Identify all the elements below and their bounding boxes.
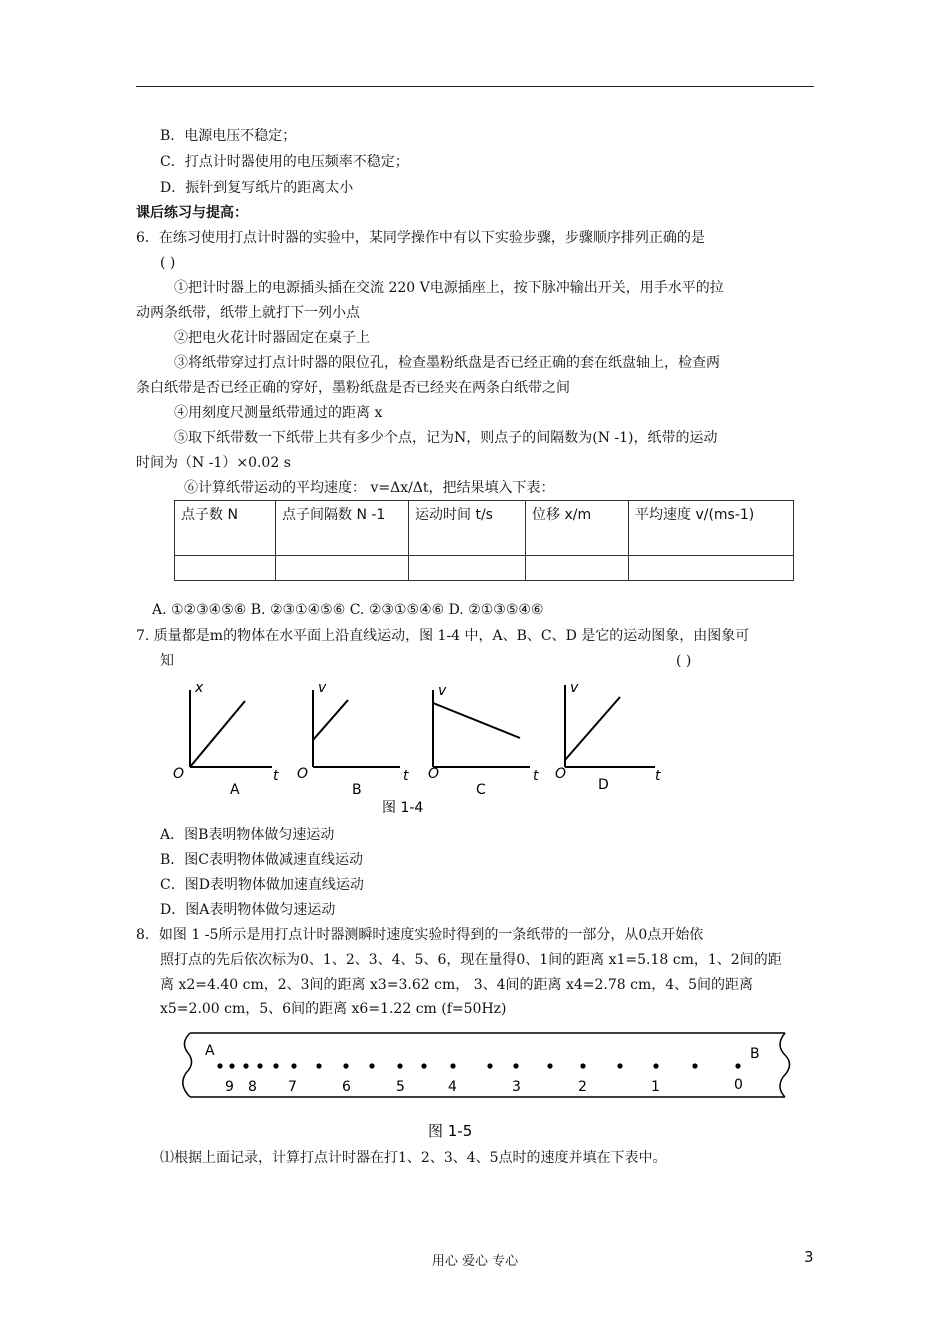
tape-number: 0 [734,1077,743,1093]
graph-a-t-label: t [273,768,279,784]
graph-c-label: C [476,782,486,798]
tape-number: 8 [248,1079,257,1095]
graph-b-origin: O [297,766,309,782]
section-title: 课后练习与提高： [136,205,248,221]
tape-number: 2 [578,1079,587,1095]
q6-step-3: ③将纸带穿过打点计时器的限位孔，检查墨粉纸盘是否已经正确的套在纸盘轴上，检查两 [174,355,720,371]
q6-step-5-cont: 时间为（N -1）×0.02 s [136,455,291,471]
q7-option-b: B．图C表明物体做减速直线运动 [160,852,363,868]
q7-answer-bracket: ( ) [676,653,692,669]
tape-number: 1 [651,1079,660,1095]
tape-label-a: A [205,1043,215,1059]
q6-options: A. ①②③④⑤⑥ B. ②③①④⑤⑥ C. ②③①⑤④⑥ D. ②①③⑤④⑥ [152,602,544,618]
table-header-cell: 点子间隔数 N -1 [276,501,409,556]
figure-1-5-caption: 图 1-5 [428,1122,473,1140]
graph-b-label: B [352,782,362,798]
q7-stem-cont: 知 [160,653,174,669]
q5-option-c: C．打点计时器使用的电压频率不稳定； [160,154,409,170]
graph-b-y-label: v [318,680,327,696]
q6-step-4: ④用刻度尺测量纸带通过的距离 x [174,405,383,421]
graph-a-origin: O [173,766,185,782]
q8-stem-3: 离 x2=4.40 cm，2、3间的距离 x3=3.62 cm， 3、4间的距离 x4=2.78 cm，4、5间的距离 [160,977,754,993]
graph-d-y-label: v [570,680,579,696]
q7-stem: 7. 质量都是m的物体在水平面上沿直线运动，图 1-4 中，A、B、C、D 是它的运动图象，由图象可 [136,628,750,644]
page-footer: 用心 爱心 专心 [431,1254,519,1269]
q6-step-3-cont: 条白纸带是否已经正确的穿好，墨粉纸盘是否已经夹在两条白纸带之间 [136,380,570,396]
q6-step-2: ②把电火花计时器固定在桌子上 [174,330,370,346]
graph-d-t-label: t [655,768,661,784]
graph-c-y-label: v [438,683,447,699]
q6-answer-bracket: ( ) [160,255,176,271]
q8-sub-question-1: ⑴根据上面记录，计算打点计时器在打1、2、3、4、5点时的速度并填在下表中。 [160,1150,667,1166]
graph-c-origin: O [428,766,440,782]
q8-stem-1: 8．如图 1 -5所示是用打点计时器测瞬时速度实验时得到的一条纸带的一部分，从0点开始依 [136,927,704,943]
table-header-cell: 平均速度 v/(ms-1) [629,501,794,556]
q6-step-1-cont: 动两条纸带，纸带上就打下一列小点 [136,305,360,321]
graph-b-t-label: t [403,768,409,784]
graph-d-origin: O [555,766,567,782]
q8-stem-2: 照打点的先后依次标为0、1、2、3、4、5、6，现在量得0、1间的距离 x1=5.18 cm，1、2间的距 [160,952,782,968]
graph-a-label: A [230,782,240,798]
table-header-cell: 运动时间 t/s [409,501,526,556]
tape-number: 5 [396,1079,405,1095]
table-header-cell: 位移 x/m [526,501,629,556]
q6-step-5: ⑤取下纸带数一下纸带上共有多少个点，记为N，则点子的间隔数为(N -1)，纸带的运动 [174,430,718,446]
q6-stem: 6．在练习使用打点计时器的实验中，某同学操作中有以下实验步骤，步骤顺序排列正确的是 [136,230,705,246]
q8-stem-4: x5=2.00 cm，5、6间的距离 x6=1.22 cm (f=50Hz) [160,1001,507,1017]
graph-c [433,690,530,767]
graph-c-line [433,703,520,738]
tape-number: 7 [288,1079,297,1095]
q6-step-6: ⑥计算纸带运动的平均速度： v=Δx/Δt，把结果填入下表： [184,480,555,496]
q7-option-d: D．图A表明物体做匀速运动 [160,902,336,918]
graph-d [565,685,655,767]
table-header-cell: 点子数 N [175,501,276,556]
tape-number: 4 [448,1079,457,1095]
graph-b-line [313,700,348,740]
q7-option-a: A．图B表明物体做匀速运动 [160,827,335,843]
q6-step-1: ①把计时器上的电源插头插在交流 220 V电源插座上，按下脉冲输出开关，用手水平的拉 [174,280,724,296]
graph-c-t-label: t [533,768,539,784]
q7-option-c: C．图D表明物体做加速直线运动 [160,877,364,893]
tape-label-b: B [750,1046,760,1062]
tape-number: 9 [225,1079,234,1095]
page-number: 3 [804,1248,814,1266]
q5-option-d: D．振针到复写纸片的距离太小 [160,180,354,196]
graph-a [190,690,272,767]
tape-number: 3 [512,1079,521,1095]
graph-d-line [565,697,620,760]
graph-a-y-label: x [195,680,204,696]
q5-option-b: B．电源电压不稳定； [160,128,297,144]
figure-1-4-caption: 图 1-4 [382,800,424,816]
graph-b [313,690,400,767]
graph-a-line [190,701,245,767]
tape-number: 6 [342,1079,351,1095]
graph-d-label: D [598,777,609,793]
